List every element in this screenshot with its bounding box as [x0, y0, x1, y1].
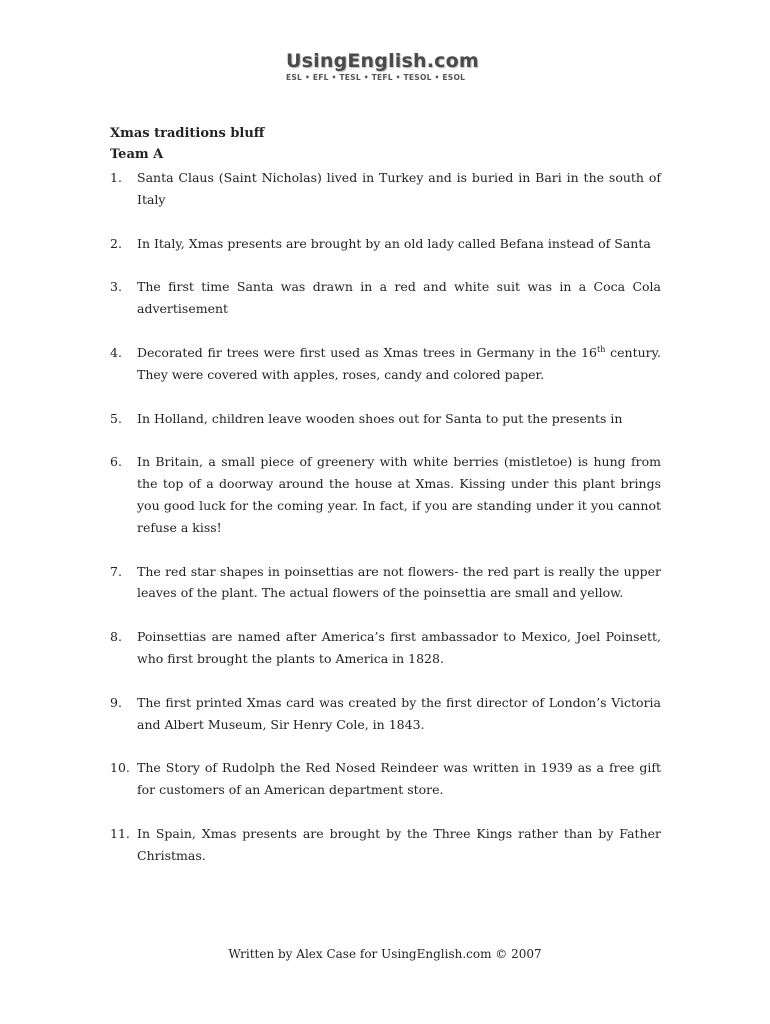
item-number: 5.: [110, 410, 122, 426]
item-text: In Holland, children leave wooden shoes out for Santa to put the presents in: [137, 410, 623, 426]
item-number: 8.: [110, 629, 122, 645]
list-item: [110, 342, 661, 386]
item-text: The red star shapes in poinsettias are not flowers- the red part is really the upper leaves of the plant. The actual flowers of the poinsettia are small and yellow.: [137, 563, 661, 601]
item-number: 4.: [110, 344, 122, 360]
logo-tagline: ESL • EFL • TESL • TEFL • TESOL • ESOL: [286, 73, 466, 82]
list-item: [110, 823, 661, 867]
list-item: [110, 757, 661, 801]
item-text-part: century. They were covered with apples, roses, candy and colored paper.: [137, 344, 661, 382]
team-heading: Team A: [110, 147, 164, 162]
item-text: The first printed Xmas card was created by the first director of London’s Victoria and Albert Museum, Sir Henry Cole, in 1843.: [137, 694, 661, 732]
ordinal-superscript: th: [597, 344, 606, 354]
item-number: 3.: [110, 279, 122, 295]
item-number: 9.: [110, 694, 122, 710]
list-item: [110, 233, 661, 255]
footer-credit: Written by Alex Case for UsingEnglish.com © 2007: [228, 947, 542, 961]
item-text: In Italy, Xmas presents are brought by an old lady called Befana instead of Santa: [137, 235, 651, 251]
item-number: 1.: [110, 170, 122, 185]
item-number: 11.: [110, 825, 130, 841]
item-number: 2.: [110, 235, 122, 251]
logo-wordmark: UsingEnglish.com: [286, 50, 479, 72]
item-text: Poinsettias are named after America’s first ambassador to Mexico, Joel Poinsett, who first brought the plants to America in 1828.: [137, 629, 661, 666]
item-text: In Spain, Xmas presents are brought by the Three Kings rather than by Father Christmas.: [137, 825, 661, 863]
item-text: The Story of Rudolph the Red Nosed Reindeer was written in 1939 as a free gift for customers of an American department store.: [137, 760, 661, 798]
item-text: In Britain, a small piece of greenery with white berries (mistletoe) is hung from the top of a doorway around the house at Xmas. Kissing under this plant brings you good luck for the coming year. In fact, if you are standing under it you cannot refuse a kiss!: [137, 454, 661, 535]
list-item: [110, 626, 661, 670]
item-text-part: Decorated fir trees were first used as Xmas trees in Germany in the 16: [137, 344, 597, 360]
list-item: [110, 167, 661, 211]
list-item: [110, 692, 661, 736]
list-item: [110, 451, 661, 538]
item-number: 10.: [110, 760, 130, 776]
list-item: [110, 276, 661, 320]
list-item: [110, 561, 661, 605]
site-logo: [286, 50, 486, 82]
item-text: [137, 342, 661, 386]
statement-list: [110, 167, 661, 867]
item-number: 7.: [110, 563, 122, 579]
item-text: Santa Claus (Saint Nicholas) lived in Turkey and is buried in Bari in the south of Italy: [137, 170, 661, 207]
item-text: The first time Santa was drawn in a red and white suit was in a Coca Cola advertisement: [137, 279, 661, 317]
worksheet-title: Xmas traditions bluff: [110, 126, 265, 141]
item-number: 6.: [110, 454, 122, 470]
list-item: [110, 408, 661, 430]
